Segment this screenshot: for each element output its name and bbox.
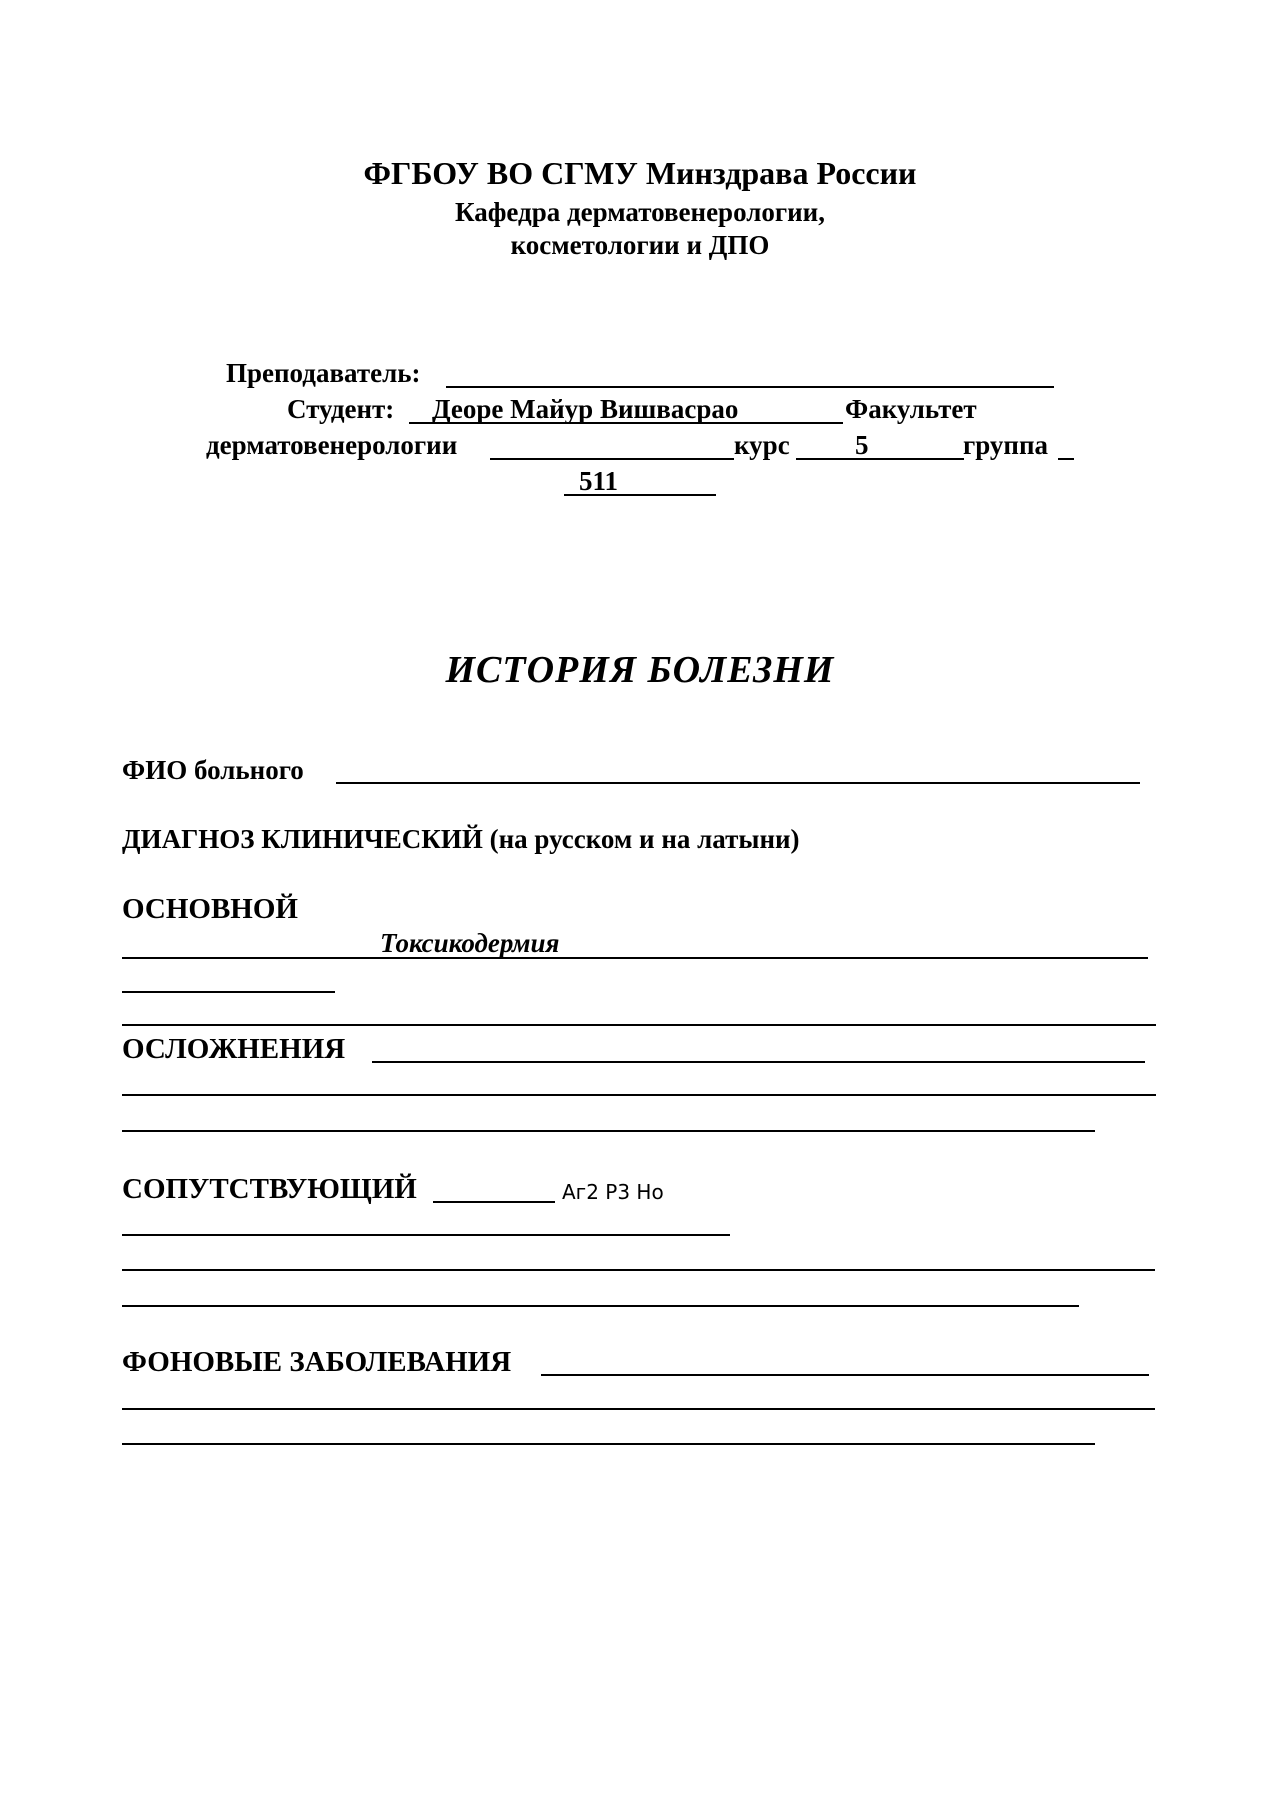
course-value: 5: [855, 430, 869, 460]
department-line-2: косметологии и ДПО: [510, 230, 770, 260]
faculty-blank-line: [490, 458, 734, 460]
concomitant-line-4: [122, 1305, 1079, 1307]
complications-label: ОСЛОЖНЕНИЯ: [122, 1033, 346, 1065]
concomitant-line-2: [122, 1234, 730, 1236]
department-line-1: Кафедра дерматовенерологии,: [455, 197, 825, 227]
background-line-1: [541, 1374, 1149, 1376]
main-diagnosis-line-3: [122, 1024, 1156, 1026]
complications-line-2: [122, 1094, 1156, 1096]
teacher-blank-line: [446, 386, 1054, 388]
faculty-value: дерматовенерологии: [206, 430, 458, 460]
background-line-2: [122, 1408, 1155, 1410]
teacher-label: Преподаватель:: [226, 358, 421, 388]
complications-line-1: [372, 1061, 1145, 1063]
course-blank-line: [796, 458, 964, 460]
complications-line-3: [122, 1130, 1095, 1132]
course-label: курс: [734, 430, 790, 460]
main-diagnosis-line-2: [122, 991, 335, 993]
student-label: Студент:: [287, 394, 395, 424]
background-line-3: [122, 1443, 1095, 1445]
group-label: группа: [963, 430, 1049, 460]
group-blank-line-1: [1058, 458, 1074, 460]
diagnosis-heading: ДИАГНОЗ КЛИНИЧЕСКИЙ (на русском и на латыни): [122, 824, 800, 854]
main-diagnosis-label: ОСНОВНОЙ: [122, 893, 298, 925]
institution-title: ФГБОУ ВО СГМУ Минздрава России: [363, 155, 917, 191]
document-title: ИСТОРИЯ БОЛЕЗНИ: [445, 649, 835, 691]
patient-label: ФИО больного: [122, 755, 304, 785]
background-diseases-label: ФОНОВЫЕ ЗАБОЛЕВАНИЯ: [122, 1346, 512, 1378]
main-diagnosis-line-1: [122, 957, 1148, 959]
main-diagnosis-value: Токсикодермия: [380, 928, 560, 958]
group-value: 511: [579, 466, 619, 496]
concomitant-label: СОПУТСТВУЮЩИЙ: [122, 1173, 417, 1205]
patient-blank-line: [336, 782, 1140, 784]
faculty-label: Факультет: [845, 394, 977, 424]
concomitant-value: Аг2 Р3 Но: [562, 1180, 664, 1204]
student-name: Деоре Майур Вишвасрао: [432, 394, 739, 424]
concomitant-line-3: [122, 1269, 1155, 1271]
concomitant-line-1: [433, 1201, 555, 1203]
